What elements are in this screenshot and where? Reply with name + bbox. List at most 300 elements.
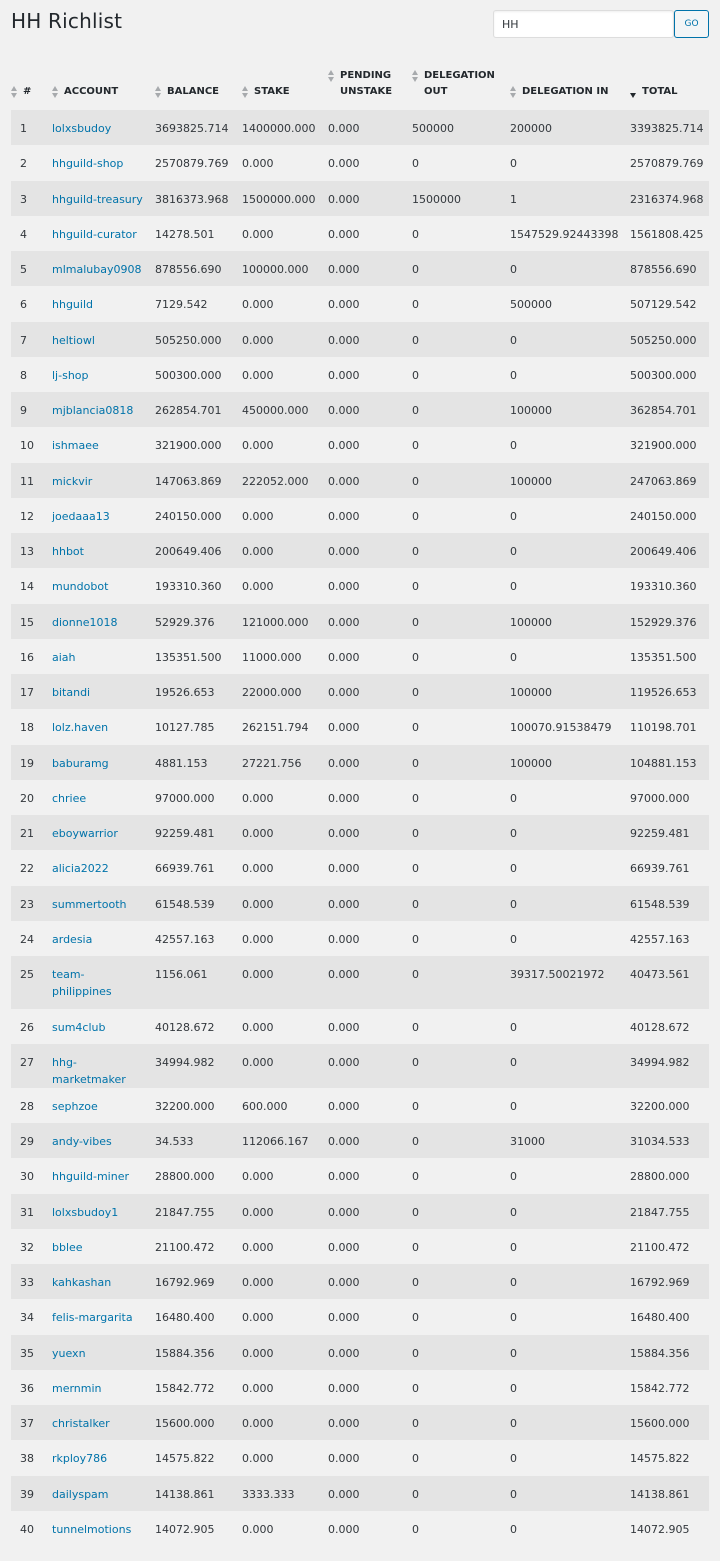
column-header-rank[interactable] bbox=[11, 62, 52, 110]
column-header-total[interactable] bbox=[630, 62, 709, 110]
table-row bbox=[11, 1123, 709, 1158]
cell-stake: 0.000 bbox=[242, 298, 274, 312]
cell-rank: 11 bbox=[20, 474, 34, 488]
cell-account bbox=[52, 1511, 155, 1546]
cell-total: 119526.653 bbox=[630, 686, 697, 699]
cell-balance: 34994.982 bbox=[155, 1055, 215, 1069]
cell-stake: 0.000 bbox=[242, 897, 274, 911]
cell-din: 100000 bbox=[510, 474, 552, 488]
cell-total: 200649.406 bbox=[630, 545, 697, 558]
account-link[interactable]: dailyspam bbox=[52, 1487, 109, 1501]
cell-balance: 97000.000 bbox=[155, 791, 215, 805]
cell-account bbox=[52, 1229, 155, 1264]
cell-total: 240150.000 bbox=[630, 509, 697, 523]
cell-stake: 0.000 bbox=[242, 368, 274, 382]
cell-pending: 0.000 bbox=[328, 439, 360, 453]
account-link[interactable]: mjblancia0818 bbox=[52, 404, 134, 417]
account-link[interactable]: yuexn bbox=[52, 1346, 86, 1360]
account-link[interactable]: hhguild-shop bbox=[52, 157, 124, 171]
cell-account bbox=[52, 1476, 155, 1511]
cell-account bbox=[52, 1405, 155, 1440]
page-header bbox=[0, 0, 720, 48]
cell-account bbox=[52, 1009, 155, 1044]
search-input[interactable] bbox=[493, 10, 674, 38]
cell-rank: 1 bbox=[20, 122, 27, 135]
table-row bbox=[11, 357, 709, 392]
cell-rank: 17 bbox=[20, 686, 34, 699]
cell-din: 0 bbox=[510, 650, 517, 664]
cell-dout: 0 bbox=[412, 263, 419, 276]
cell-total: 61548.539 bbox=[630, 897, 690, 911]
cell-stake: 0.000 bbox=[242, 333, 274, 347]
cell-total: 110198.701 bbox=[630, 721, 697, 735]
cell-balance: 15884.356 bbox=[155, 1346, 215, 1360]
account-link[interactable]: hhbot bbox=[52, 545, 84, 558]
table-header-row bbox=[11, 62, 709, 110]
column-header-pending[interactable] bbox=[328, 62, 412, 110]
cell-pending: 0.000 bbox=[328, 368, 360, 382]
account-link[interactable]: hhguild-miner bbox=[52, 1170, 129, 1184]
cell-dout: 0 bbox=[412, 1276, 419, 1289]
table-row bbox=[11, 1009, 709, 1044]
cell-balance: 505250.000 bbox=[155, 333, 222, 347]
cell-account bbox=[52, 145, 155, 180]
cell-account bbox=[52, 286, 155, 321]
column-header-label: # bbox=[23, 86, 32, 97]
cell-balance: 14278.501 bbox=[155, 227, 215, 241]
cell-din: 0 bbox=[510, 545, 517, 558]
cell-dout: 0 bbox=[412, 686, 419, 699]
cell-rank: 5 bbox=[20, 263, 27, 276]
account-link[interactable]: dionne1018 bbox=[52, 615, 118, 629]
table-row bbox=[11, 1440, 709, 1475]
cell-total: 14138.861 bbox=[630, 1487, 690, 1501]
cell-stake: 0.000 bbox=[242, 932, 274, 946]
table-row bbox=[11, 1370, 709, 1405]
cell-rank: 6 bbox=[20, 298, 27, 312]
cell-stake: 0.000 bbox=[242, 1276, 274, 1289]
account-link[interactable]: sephzoe bbox=[52, 1099, 98, 1113]
table-row bbox=[11, 392, 709, 427]
cell-dout: 0 bbox=[412, 827, 419, 840]
cell-din: 500000 bbox=[510, 298, 552, 312]
account-link[interactable]: hhguild-treasury bbox=[52, 192, 143, 206]
cell-rank: 19 bbox=[20, 756, 34, 770]
cell-total: 878556.690 bbox=[630, 263, 697, 276]
cell-pending: 0.000 bbox=[328, 474, 360, 488]
cell-total: 500300.000 bbox=[630, 368, 697, 382]
cell-din: 1547529.92443398 bbox=[510, 227, 619, 241]
cell-rank: 22 bbox=[20, 862, 34, 876]
table-row bbox=[11, 498, 709, 533]
cell-total: 3393825.714 bbox=[630, 122, 704, 135]
cell-account bbox=[52, 956, 155, 1009]
table-row bbox=[11, 1194, 709, 1229]
table-row bbox=[11, 780, 709, 815]
cell-account bbox=[52, 463, 155, 498]
account-link[interactable]: heltiowl bbox=[52, 333, 95, 347]
cell-dout: 0 bbox=[412, 298, 419, 312]
cell-total: 14072.905 bbox=[630, 1522, 690, 1536]
cell-balance: 28800.000 bbox=[155, 1170, 215, 1184]
account-link[interactable]: mickvir bbox=[52, 474, 93, 488]
cell-rank: 8 bbox=[20, 368, 27, 382]
table-row bbox=[11, 745, 709, 780]
cell-din: 0 bbox=[510, 1205, 517, 1219]
column-header-stake[interactable] bbox=[242, 62, 328, 110]
cell-rank: 26 bbox=[20, 1020, 34, 1034]
account-link[interactable]: rkploy786 bbox=[52, 1452, 108, 1466]
cell-stake: 22000.000 bbox=[242, 686, 302, 699]
cell-dout: 0 bbox=[412, 1205, 419, 1219]
account-link[interactable]: tunnelmotions bbox=[52, 1522, 132, 1536]
cell-dout: 0 bbox=[412, 1487, 419, 1501]
cell-rank: 35 bbox=[20, 1346, 34, 1360]
cell-stake: 0.000 bbox=[242, 1346, 274, 1360]
cell-din: 39317.50021972 bbox=[510, 968, 605, 981]
cell-din: 200000 bbox=[510, 122, 552, 135]
cell-dout: 0 bbox=[412, 404, 419, 417]
cell-balance: 34.533 bbox=[155, 1135, 194, 1148]
cell-pending: 0.000 bbox=[328, 298, 360, 312]
account-link[interactable]: ardesia bbox=[52, 932, 93, 946]
cell-total: 31034.533 bbox=[630, 1135, 690, 1148]
account-link[interactable]: aiah bbox=[52, 650, 76, 664]
account-link[interactable]: sum4club bbox=[52, 1020, 106, 1034]
cell-stake: 450000.000 bbox=[242, 404, 309, 417]
account-link[interactable]: eboywarrior bbox=[52, 827, 118, 840]
cell-balance: 3816373.968 bbox=[155, 192, 229, 206]
cell-dout: 0 bbox=[412, 650, 419, 664]
cell-account bbox=[52, 1299, 155, 1334]
cell-balance: 10127.785 bbox=[155, 721, 215, 735]
cell-account bbox=[52, 1044, 155, 1088]
cell-din: 0 bbox=[510, 1240, 517, 1254]
cell-balance: 193310.360 bbox=[155, 580, 222, 594]
cell-rank: 36 bbox=[20, 1381, 34, 1395]
account-link[interactable]: bitandi bbox=[52, 686, 91, 699]
table-row bbox=[11, 921, 709, 956]
cell-total: 15842.772 bbox=[630, 1381, 690, 1395]
table-row bbox=[11, 850, 709, 885]
account-link[interactable]: chriee bbox=[52, 791, 87, 805]
cell-account bbox=[52, 181, 155, 216]
cell-din: 1 bbox=[510, 192, 517, 206]
cell-pending: 0.000 bbox=[328, 1452, 360, 1466]
cell-account bbox=[52, 604, 155, 639]
cell-din: 100000 bbox=[510, 404, 552, 417]
column-header-account[interactable] bbox=[52, 62, 155, 110]
cell-dout: 0 bbox=[412, 1055, 419, 1069]
cell-stake: 100000.000 bbox=[242, 263, 309, 276]
cell-pending: 0.000 bbox=[328, 1055, 360, 1069]
cell-dout: 0 bbox=[412, 1135, 419, 1148]
cell-stake: 0.000 bbox=[242, 439, 274, 453]
cell-din: 0 bbox=[510, 932, 517, 946]
cell-pending: 0.000 bbox=[328, 756, 360, 770]
cell-din: 100000 bbox=[510, 686, 552, 699]
cell-account bbox=[52, 427, 155, 462]
cell-rank: 25 bbox=[20, 968, 34, 981]
sort-icon bbox=[412, 70, 420, 82]
cell-total: 40128.672 bbox=[630, 1020, 690, 1034]
cell-din: 0 bbox=[510, 862, 517, 876]
cell-din: 0 bbox=[510, 1170, 517, 1184]
cell-pending: 0.000 bbox=[328, 122, 360, 135]
account-link[interactable]: christalker bbox=[52, 1417, 110, 1430]
cell-total: 14575.822 bbox=[630, 1452, 690, 1466]
cell-din: 0 bbox=[510, 157, 517, 171]
cell-stake: 0.000 bbox=[242, 1170, 274, 1184]
account-link[interactable]: lj-shop bbox=[52, 368, 89, 382]
cell-dout: 0 bbox=[412, 932, 419, 946]
cell-balance: 262854.701 bbox=[155, 404, 222, 417]
account-link[interactable]: felis-margarita bbox=[52, 1311, 133, 1325]
account-link[interactable]: team-philippines bbox=[52, 968, 112, 998]
cell-din: 0 bbox=[510, 580, 517, 594]
go-button[interactable]: GO bbox=[674, 10, 709, 38]
cell-account bbox=[52, 1370, 155, 1405]
cell-balance: 14575.822 bbox=[155, 1452, 215, 1466]
account-link[interactable]: mlmalubay0908 bbox=[52, 263, 142, 276]
cell-pending: 0.000 bbox=[328, 650, 360, 664]
cell-dout: 0 bbox=[412, 1240, 419, 1254]
cell-balance: 3693825.714 bbox=[155, 122, 229, 135]
cell-total: 40473.561 bbox=[630, 968, 690, 981]
cell-account bbox=[52, 1264, 155, 1299]
cell-din: 31000 bbox=[510, 1135, 545, 1148]
cell-dout: 0 bbox=[412, 1099, 419, 1113]
cell-din: 0 bbox=[510, 1487, 517, 1501]
account-link[interactable]: joedaaa13 bbox=[52, 509, 110, 523]
cell-total: 135351.500 bbox=[630, 650, 697, 664]
cell-stake: 0.000 bbox=[242, 1381, 274, 1395]
column-header-label: BALANCE bbox=[167, 86, 220, 97]
cell-pending: 0.000 bbox=[328, 1020, 360, 1034]
cell-balance: 61548.539 bbox=[155, 897, 215, 911]
column-header-dout[interactable] bbox=[412, 62, 510, 110]
cell-total: 34994.982 bbox=[630, 1055, 690, 1069]
account-link[interactable]: summertooth bbox=[52, 897, 127, 911]
cell-rank: 7 bbox=[20, 333, 27, 347]
cell-total: 97000.000 bbox=[630, 791, 690, 805]
cell-pending: 0.000 bbox=[328, 404, 360, 417]
cell-rank: 33 bbox=[20, 1276, 34, 1289]
cell-total: 152929.376 bbox=[630, 615, 697, 629]
account-link[interactable]: alicia2022 bbox=[52, 862, 109, 876]
cell-total: 15884.356 bbox=[630, 1346, 690, 1360]
cell-stake: 0.000 bbox=[242, 1311, 274, 1325]
account-link[interactable]: hhguild-curator bbox=[52, 227, 137, 241]
cell-din: 0 bbox=[510, 263, 517, 276]
sort-icon bbox=[328, 70, 336, 82]
cell-din: 100000 bbox=[510, 615, 552, 629]
cell-pending: 0.000 bbox=[328, 1170, 360, 1184]
cell-din: 0 bbox=[510, 1020, 517, 1034]
cell-pending: 0.000 bbox=[328, 791, 360, 805]
cell-pending: 0.000 bbox=[328, 1135, 360, 1148]
cell-pending: 0.000 bbox=[328, 1346, 360, 1360]
table-row bbox=[11, 1264, 709, 1299]
cell-dout: 0 bbox=[412, 1452, 419, 1466]
cell-account bbox=[52, 815, 155, 850]
table-row bbox=[11, 1476, 709, 1511]
cell-dout: 0 bbox=[412, 1020, 419, 1034]
cell-balance: 21100.472 bbox=[155, 1240, 215, 1254]
cell-pending: 0.000 bbox=[328, 721, 360, 735]
table-row bbox=[11, 709, 709, 744]
cell-pending: 0.000 bbox=[328, 1417, 360, 1430]
cell-total: 21100.472 bbox=[630, 1240, 690, 1254]
cell-total: 505250.000 bbox=[630, 333, 697, 347]
cell-account bbox=[52, 850, 155, 885]
cell-pending: 0.000 bbox=[328, 1311, 360, 1325]
cell-stake: 262151.794 bbox=[242, 721, 309, 735]
cell-pending: 0.000 bbox=[328, 545, 360, 558]
column-header-label: DELEGATION OUT bbox=[424, 70, 495, 97]
cell-stake: 121000.000 bbox=[242, 615, 309, 629]
table-row bbox=[11, 322, 709, 357]
cell-pending: 0.000 bbox=[328, 615, 360, 629]
cell-dout: 0 bbox=[412, 968, 419, 981]
cell-rank: 10 bbox=[20, 439, 34, 453]
cell-balance: 321900.000 bbox=[155, 439, 222, 453]
cell-din: 0 bbox=[510, 791, 517, 805]
account-link[interactable]: andy-vibes bbox=[52, 1135, 112, 1148]
cell-rank: 2 bbox=[20, 157, 27, 171]
cell-stake: 222052.000 bbox=[242, 474, 309, 488]
cell-stake: 112066.167 bbox=[242, 1135, 309, 1148]
cell-dout: 0 bbox=[412, 1522, 419, 1536]
cell-rank: 27 bbox=[20, 1055, 34, 1069]
cell-balance: 66939.761 bbox=[155, 862, 215, 876]
cell-din: 0 bbox=[510, 1417, 517, 1430]
cell-din: 0 bbox=[510, 333, 517, 347]
cell-balance: 14072.905 bbox=[155, 1522, 215, 1536]
cell-balance: 4881.153 bbox=[155, 756, 208, 770]
cell-dout: 0 bbox=[412, 368, 419, 382]
table-row bbox=[11, 216, 709, 251]
column-header-balance[interactable] bbox=[155, 62, 242, 110]
cell-dout: 0 bbox=[412, 897, 419, 911]
cell-balance: 2570879.769 bbox=[155, 157, 229, 171]
page-title: HH Richlist bbox=[11, 9, 123, 33]
account-link[interactable]: mundobot bbox=[52, 580, 109, 594]
cell-total: 32200.000 bbox=[630, 1099, 690, 1113]
cell-rank: 29 bbox=[20, 1135, 34, 1148]
cell-rank: 4 bbox=[20, 227, 27, 241]
cell-dout: 0 bbox=[412, 439, 419, 453]
cell-stake: 0.000 bbox=[242, 545, 274, 558]
cell-rank: 32 bbox=[20, 1240, 34, 1254]
cell-balance: 92259.481 bbox=[155, 827, 215, 840]
cell-din: 0 bbox=[510, 1276, 517, 1289]
account-link[interactable]: lolz.haven bbox=[52, 721, 109, 735]
table-row bbox=[11, 886, 709, 921]
cell-pending: 0.000 bbox=[328, 686, 360, 699]
cell-din: 0 bbox=[510, 1346, 517, 1360]
table-row bbox=[11, 1229, 709, 1264]
cell-pending: 0.000 bbox=[328, 263, 360, 276]
cell-rank: 24 bbox=[20, 932, 34, 946]
cell-account bbox=[52, 322, 155, 357]
cell-balance: 21847.755 bbox=[155, 1205, 215, 1219]
cell-dout: 0 bbox=[412, 1417, 419, 1430]
cell-account bbox=[52, 745, 155, 780]
cell-stake: 600.000 bbox=[242, 1099, 288, 1113]
cell-total: 42557.163 bbox=[630, 932, 690, 946]
cell-pending: 0.000 bbox=[328, 1205, 360, 1219]
cell-dout: 0 bbox=[412, 756, 419, 770]
cell-stake: 0.000 bbox=[242, 1417, 274, 1430]
cell-balance: 500300.000 bbox=[155, 368, 222, 382]
cell-balance: 14138.861 bbox=[155, 1487, 215, 1501]
sort-icon bbox=[510, 86, 518, 98]
cell-balance: 878556.690 bbox=[155, 263, 222, 276]
cell-total: 193310.360 bbox=[630, 580, 697, 594]
cell-balance: 135351.500 bbox=[155, 650, 222, 664]
cell-total: 104881.153 bbox=[630, 756, 697, 770]
cell-stake: 0.000 bbox=[242, 509, 274, 523]
cell-rank: 31 bbox=[20, 1205, 34, 1219]
table-row bbox=[11, 1511, 709, 1546]
cell-balance: 15842.772 bbox=[155, 1381, 215, 1395]
cell-balance: 7129.542 bbox=[155, 298, 208, 312]
cell-total: 1561808.425 bbox=[630, 227, 704, 241]
cell-pending: 0.000 bbox=[328, 1522, 360, 1536]
cell-account bbox=[52, 921, 155, 956]
account-link[interactable]: bblee bbox=[52, 1240, 83, 1254]
account-link[interactable]: baburamg bbox=[52, 756, 109, 770]
account-link[interactable]: lolxsbudoy bbox=[52, 122, 112, 135]
cell-account bbox=[52, 110, 155, 145]
account-link[interactable]: mernmin bbox=[52, 1381, 102, 1395]
cell-stake: 0.000 bbox=[242, 968, 274, 981]
cell-dout: 0 bbox=[412, 791, 419, 805]
table-row bbox=[11, 251, 709, 286]
cell-rank: 18 bbox=[20, 721, 34, 735]
account-link[interactable]: kahkashan bbox=[52, 1276, 112, 1289]
cell-rank: 14 bbox=[20, 580, 34, 594]
cell-dout: 0 bbox=[412, 474, 419, 488]
cell-stake: 3333.333 bbox=[242, 1487, 295, 1501]
cell-account bbox=[52, 674, 155, 709]
cell-total: 2316374.968 bbox=[630, 192, 704, 206]
account-link[interactable]: lolxsbudoy1 bbox=[52, 1205, 119, 1219]
table-row bbox=[11, 674, 709, 709]
cell-total: 16792.969 bbox=[630, 1276, 690, 1289]
column-header-din[interactable] bbox=[510, 62, 630, 110]
cell-din: 100000 bbox=[510, 756, 552, 770]
account-link[interactable]: hhg-marketmaker bbox=[52, 1055, 126, 1086]
account-link[interactable]: ishmaee bbox=[52, 439, 99, 453]
cell-rank: 34 bbox=[20, 1311, 34, 1325]
cell-total: 21847.755 bbox=[630, 1205, 690, 1219]
cell-dout: 0 bbox=[412, 333, 419, 347]
table-row bbox=[11, 181, 709, 216]
table-row bbox=[11, 1088, 709, 1123]
cell-stake: 0.000 bbox=[242, 1055, 274, 1069]
cell-account bbox=[52, 533, 155, 568]
cell-rank: 30 bbox=[20, 1170, 34, 1184]
cell-total: 15600.000 bbox=[630, 1417, 690, 1430]
cell-total: 92259.481 bbox=[630, 827, 690, 840]
cell-account bbox=[52, 251, 155, 286]
cell-stake: 0.000 bbox=[242, 227, 274, 241]
cell-rank: 20 bbox=[20, 791, 34, 805]
cell-pending: 0.000 bbox=[328, 1276, 360, 1289]
account-link[interactable]: hhguild bbox=[52, 298, 93, 312]
